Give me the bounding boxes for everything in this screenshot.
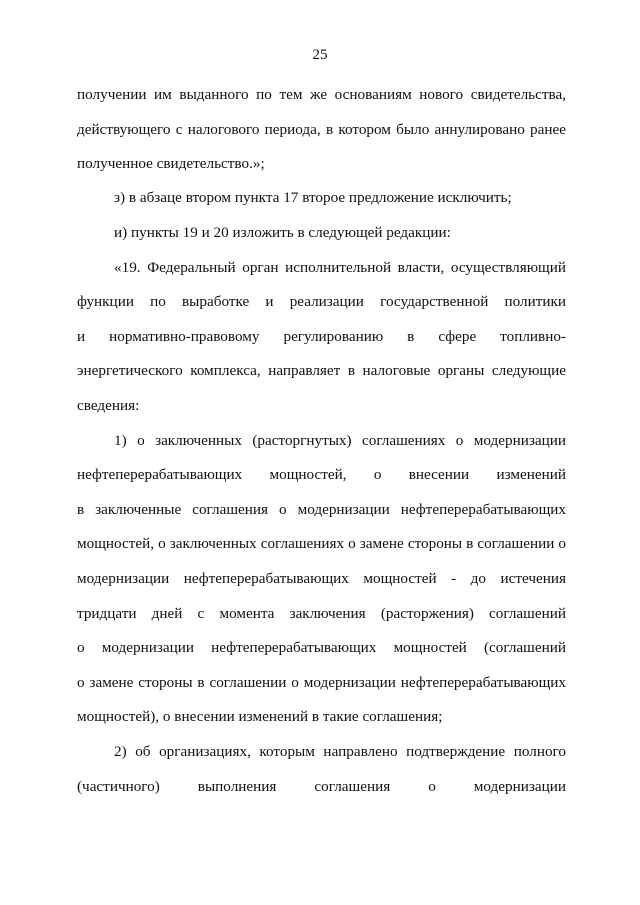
text-line: функции по выработке и реализации государственной политики <box>77 293 566 310</box>
text-line: з) в абзаце втором пункта 17 второе предложение исключить; <box>114 189 512 206</box>
text-line: нефтеперерабатывающих мощностей, о внесении изменений <box>77 466 566 483</box>
page-number: 25 <box>312 46 328 63</box>
text-line: «19. Федеральный орган исполнительной власти, осуществляющий <box>114 259 566 276</box>
text-line: тридцати дней с момента заключения (расторжения) соглашений <box>77 605 566 622</box>
text-line: и нормативно-правовому регулированию в сфере топливно- <box>77 328 566 345</box>
text-line: мощностей, о заключенных соглашениях о замене стороны в соглашении о <box>77 535 566 552</box>
text-line: полученное свидетельство.»; <box>77 155 265 172</box>
text-line: действующего с налогового периода, в котором было аннулировано ранее <box>77 121 566 138</box>
text-line: о модернизации нефтеперерабатывающих мощностей (соглашений <box>77 639 566 656</box>
text-line: мощностей), о внесении изменений в такие соглашения; <box>77 708 443 725</box>
text-line: модернизации нефтеперерабатывающих мощностей - до истечения <box>77 570 566 587</box>
text-line: 1) о заключенных (расторгнутых) соглашениях о модернизации <box>114 432 566 449</box>
text-line: получении им выданного по тем же основаниям нового свидетельства, <box>77 86 566 103</box>
text-line: в заключенные соглашения о модернизации нефтеперерабатывающих <box>77 501 566 518</box>
text-line: (частичного) выполнения соглашения о модернизации <box>77 778 566 795</box>
text-line: сведения: <box>77 397 140 414</box>
text-line: о замене стороны в соглашении о модернизации нефтеперерабатывающих <box>77 674 566 691</box>
text-line: энергетического комплекса, направляет в налоговые органы следующие <box>77 362 566 379</box>
text-line: 2) об организациях, которым направлено подтверждение полного <box>114 743 566 760</box>
text-line: и) пункты 19 и 20 изложить в следующей редакции: <box>114 224 451 241</box>
